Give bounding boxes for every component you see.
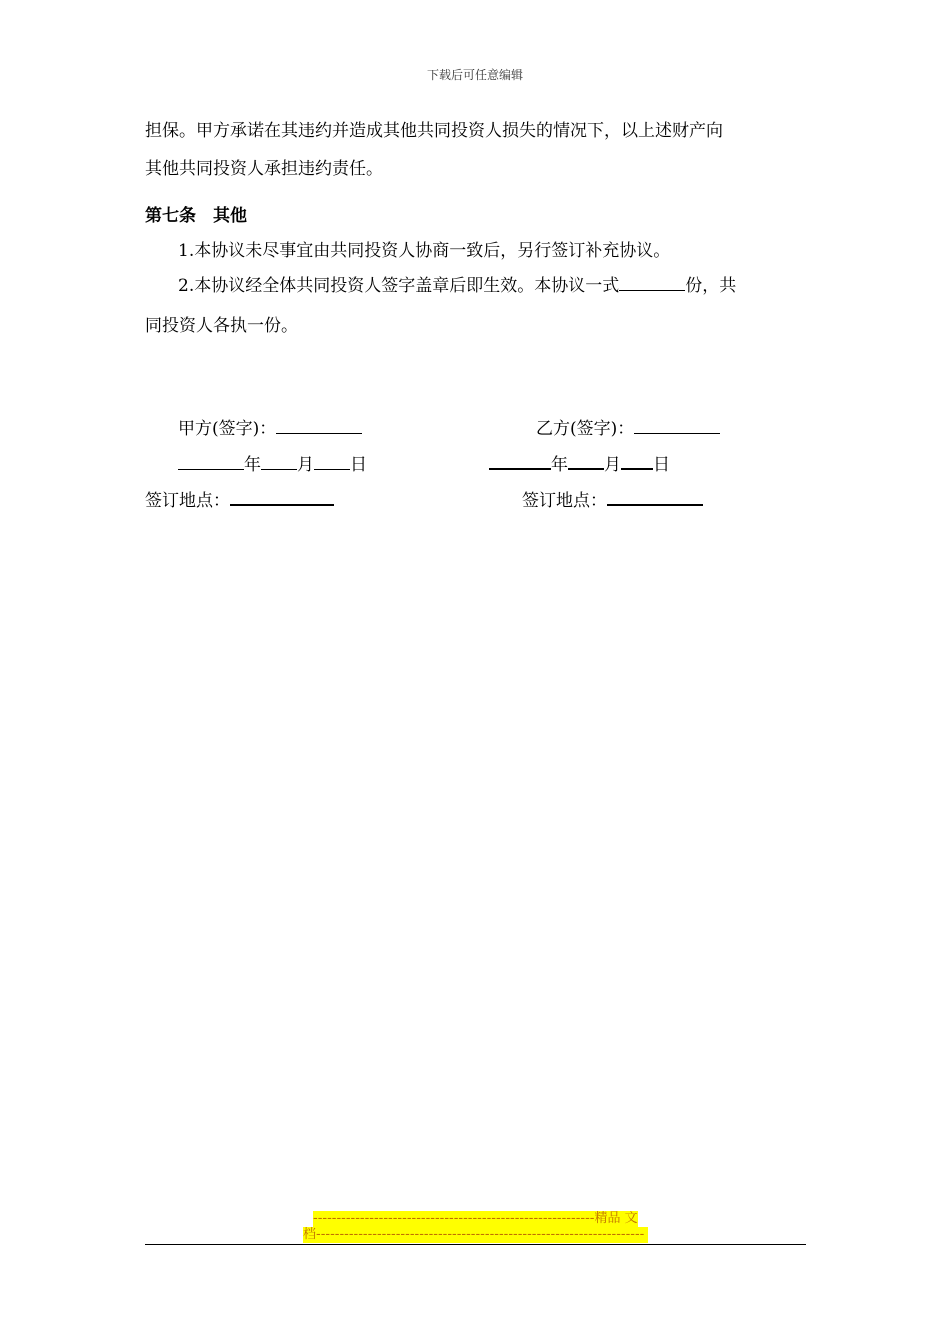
year-blank [489,452,551,470]
month-blank [568,452,604,470]
item-2-text-end: 份，共 [685,276,737,296]
month-label: 月 [604,455,621,475]
paragraph-line: 其他共同投资人承担违约责任。 [145,159,383,179]
page-header: 下载后可任意编辑 [426,68,523,82]
copies-blank [619,274,685,291]
month-label: 月 [297,455,314,475]
day-blank [621,452,653,470]
party-a-date [178,450,367,475]
month-blank [261,453,297,470]
day-blank [314,453,350,470]
place-label: 签订地点： [522,491,607,511]
place-label: 签订地点： [145,491,230,511]
year-label: 年 [244,455,261,475]
party-b-label: 乙方(签字)： [536,419,635,439]
article-seven-item-2 [178,271,736,296]
article-seven-item-1: 1.本协议未尽事宜由共同投资人协商一致后，另行签订补充协议。 [178,241,671,261]
party-a-blank [276,417,362,434]
party-a-label: 甲方(签字)： [178,419,277,439]
place-blank [607,488,703,506]
article-seven-item-2-cont: 同投资人各执一份。 [145,316,298,336]
day-label: 日 [350,455,367,475]
footer-watermark-line-2: 档---------------------------------------------------------------------- [303,1227,648,1243]
party-a-signature [178,414,362,439]
party-b-blank [634,417,720,434]
footer-rule [145,1244,806,1245]
year-blank [178,453,244,470]
paragraph-line: 担保。甲方承诺在其违约并造成其他共同投资人损失的情况下，以上述财产向 [145,121,723,141]
year-label: 年 [551,455,568,475]
item-2-text: 2.本协议经全体共同投资人签字盖章后即生效。本协议一式 [178,276,620,296]
party-a-place [145,486,334,511]
party-b-place [522,486,703,511]
footer-watermark-line-1: ------------------------------------------------------------精品 文 [313,1211,638,1226]
day-label: 日 [653,455,670,475]
party-b-date [489,450,670,475]
article-seven-title: 第七条 其他 [145,206,247,226]
party-b-signature [536,414,720,439]
place-blank [230,488,334,506]
